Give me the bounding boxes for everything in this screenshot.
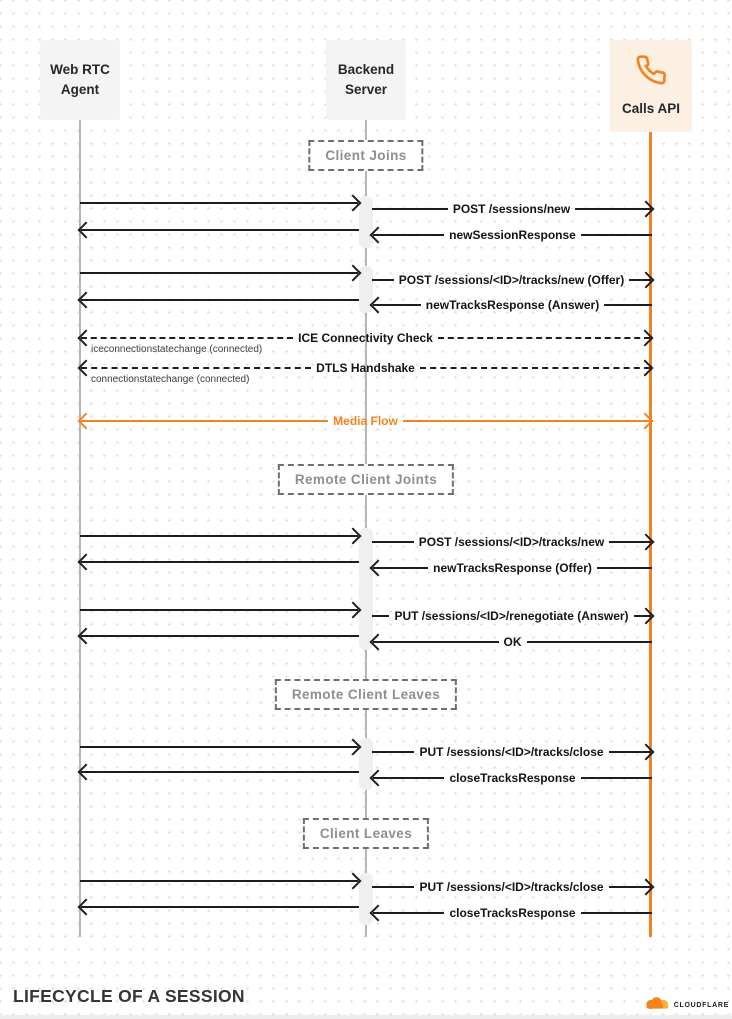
arrowhead-right-icon (638, 608, 655, 625)
message-label: newTracksResponse (Answer) (425, 298, 600, 312)
message-put-tracks-close (372, 746, 652, 758)
arrowhead-right-icon (637, 330, 654, 347)
arrowhead-left-icon (78, 764, 95, 781)
phase-client-joins: Client Joins (308, 140, 423, 171)
arrowhead-left-icon (370, 560, 387, 577)
arrowhead-left-icon (78, 899, 95, 916)
arrowhead-right-icon (638, 744, 655, 761)
arrowhead-right-icon (345, 265, 362, 282)
message-label: closeTracksResponse (449, 771, 576, 785)
arrowhead-left-icon (78, 222, 95, 239)
message-line (80, 741, 359, 753)
message-line (80, 766, 359, 778)
message-label: POST /sessions/<ID>/tracks/new (418, 535, 605, 549)
message-label: closeTracksResponse (449, 906, 576, 920)
message-line (80, 197, 359, 209)
arrowhead-right-icon (638, 534, 655, 551)
activation-bar (359, 196, 373, 248)
message-ok (372, 636, 652, 648)
message-line (80, 556, 359, 568)
bottom-edge (0, 1015, 732, 1019)
message-post-tracks-new-offer (372, 274, 652, 286)
actor-backend-server (326, 40, 406, 120)
arrowhead-left-icon (78, 413, 95, 430)
message-label: ICE Connectivity Check (298, 331, 433, 345)
event-note: connectionstatechange (connected) (91, 374, 250, 385)
arrowhead-left-icon (370, 634, 387, 651)
arrowhead-right-icon (638, 879, 655, 896)
arrowhead-right-icon (345, 873, 362, 890)
message-label: POST /sessions/<ID>/tracks/new (Offer) (398, 273, 625, 287)
message-label: PUT /sessions/<ID>/tracks/close (419, 880, 604, 894)
message-post-tracks-new (372, 536, 652, 548)
message-label: DTLS Handshake (316, 361, 415, 375)
phase-remote-client-leaves: Remote Client Leaves (275, 679, 457, 710)
arrowhead-right-icon (637, 360, 654, 377)
actor-label: Web RTC Agent (50, 62, 110, 97)
message-post-sessions-new (372, 203, 652, 215)
message-label: OK (503, 635, 522, 649)
message-label: newSessionResponse (449, 228, 576, 242)
message-put-tracks-close-2 (372, 881, 652, 893)
message-put-renegotiate-answer (372, 610, 652, 622)
page-title: LIFECYCLE OF A SESSION (13, 986, 245, 1006)
message-label: POST /sessions/new (452, 202, 571, 216)
message-line (80, 294, 359, 306)
message-label: PUT /sessions/<ID>/renegotiate (Answer) (394, 609, 629, 623)
arrowhead-right-icon (345, 195, 362, 212)
message-label: PUT /sessions/<ID>/tracks/close (419, 745, 604, 759)
message-media-flow (80, 415, 651, 427)
actor-label: Calls API (621, 100, 681, 116)
arrowhead-left-icon (370, 227, 387, 244)
phase-remote-client-joints: Remote Client Joints (278, 464, 454, 495)
arrowhead-right-icon (345, 528, 362, 545)
message-new-session-response (372, 229, 652, 241)
message-line (80, 224, 359, 236)
arrowhead-left-icon (370, 905, 387, 922)
cloudflare-wordmark: CLOUDFLARE (673, 1002, 729, 1009)
arrowhead-right-icon (637, 413, 654, 430)
event-note: iceconnectionstatechange (connected) (91, 344, 263, 355)
arrowhead-right-icon (345, 739, 362, 756)
message-label: Media Flow (333, 414, 398, 428)
arrowhead-left-icon (78, 628, 95, 645)
arrowhead-left-icon (78, 554, 95, 571)
message-line (80, 875, 359, 887)
arrowhead-right-icon (638, 201, 655, 218)
message-line (80, 530, 359, 542)
arrowhead-left-icon (370, 770, 387, 787)
arrowhead-right-icon (345, 602, 362, 619)
message-line (80, 604, 359, 616)
activation-bar (359, 528, 373, 650)
message-new-tracks-response-offer (372, 562, 652, 574)
arrowhead-left-icon (370, 297, 387, 314)
message-new-tracks-response-answer (372, 299, 652, 311)
message-close-tracks-response (372, 772, 652, 784)
actor-label: Backend Server (337, 62, 395, 97)
lifeline-webrtc-agent (79, 119, 81, 937)
arrowhead-right-icon (638, 272, 655, 289)
message-line (80, 630, 359, 642)
actor-calls-api (610, 40, 692, 132)
message-dtls-handshake (80, 362, 651, 374)
message-line (80, 901, 359, 913)
actor-webrtc-agent (40, 40, 120, 120)
message-line (80, 267, 359, 279)
message-label: newTracksResponse (Offer) (433, 561, 592, 575)
phase-client-leaves: Client Leaves (303, 818, 429, 849)
arrowhead-left-icon (78, 292, 95, 309)
message-ice-connectivity-check (80, 332, 651, 344)
phone-icon (635, 54, 667, 92)
lifeline-calls-api (649, 119, 652, 937)
message-close-tracks-response-2 (372, 907, 652, 919)
